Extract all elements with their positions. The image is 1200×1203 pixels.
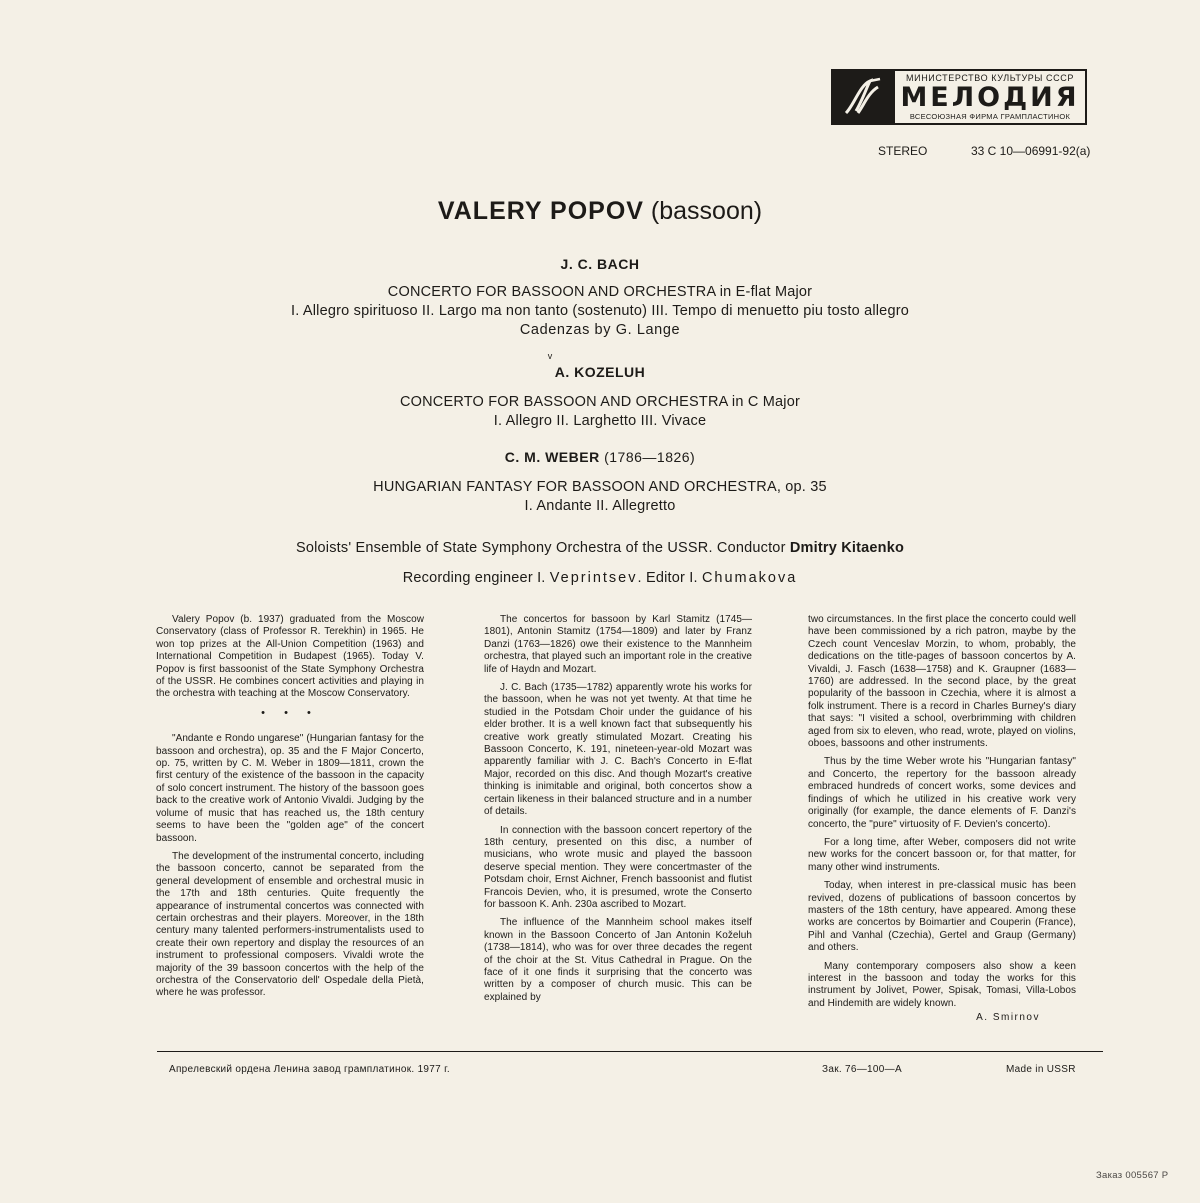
liner-notes-column-1 — [156, 614, 424, 1006]
notes-paragraph: The development of the instrumental concerto, including the bassoon concerto, cannot be separated from the general development of ensemble and orchestral music in the 17th and 18th centuries. Quite frequently the appearance of instrumental concertos was connected with certain orchestras and their players. Moreover, in the 18th century many talented performers-instrumentalists used to create their own repertory and display the resources of an instrument to professional composers. Vivaldi wrote the majority of the 39 bassoon concertos with the help of the orchestra of the Conservatorio dell' Ospedale della Pietà, where he was professor. — [156, 850, 424, 999]
notes-paragraph: The influence of the Mannheim school makes itself known in the Bassoon Concerto of Jan Antonin Koželuh (1738—1814), who was for over three decades the regent of the choir at the St. Vitus Cathedral in Prague. On the face of it one finds it surprising that the concerto was written by a composer of church music. This can be explained by — [484, 917, 752, 1003]
composer-kozeluh: A. KOZELUH — [554, 364, 646, 380]
work-kozeluh-title: CONCERTO FOR BASSOON AND ORCHESTRA in C Major — [399, 394, 801, 410]
notes-paragraph: "Andante e Rondo ungarese" (Hungarian fantasy for the bassoon and orchestra), op. 35 and the F Major Concerto, op. 75, written by C. M. Weber in 1809—1811, crown the first century of the existence of the bassoon in the capacity of solo concert instrument. The history of the bassoon goes back to the creative work of Antonio Vivaldi. Judging by the volume of music that has reached us, the 18th century seems to have been the "golden age" of the concert bassoon. — [156, 733, 424, 844]
stereo-label: STEREO — [878, 144, 928, 158]
notes-paragraph: In connection with the bassoon concert repertory of the 18th century, presented on this disc, a number of musicians, who wrote music and played the bassoon deserve special mention. They were concertmaster of the Potsdam choir, Ernst Aichner, French bassoonist and flutist Francois Devien, who, it is presumed, wrote the Conserto for bassoon K. Anh. 230a ascribed to Mozart. — [484, 824, 752, 910]
editor-label: . Editor I. — [637, 570, 702, 586]
engineer-name: Veprintsev — [549, 570, 638, 586]
notes-paragraph: two circumstances. In the first place the concerto could well have been commissioned by a rich patron, maybe by the Czech count Venceslav Morzin, to whom, probably, the dedications on the title-pages of bassoon concertos by A. Vivaldi, J. Fasch (1638—1758) and K. Graupner (1683—1760) are addressed. In the second place, by the great popularity of the bassoon in Czechia, where it is almost a folk instrument. There is a record in Charles Burney's diary that says: "I visited a school, overbrimming with children aged from six to eleven, who read, wrote, played on violins, oboes, bassoons and other instruments. — [808, 614, 1076, 750]
liner-notes-column-3 — [808, 614, 1076, 1025]
editor-name: Chumakova — [701, 570, 798, 586]
ensemble-credit — [0, 540, 1200, 556]
production-credit — [0, 570, 1200, 586]
performer-instrument: (bassoon) — [650, 197, 763, 225]
composer-kozeluh-hacek: v — [547, 351, 553, 361]
notes-paragraph: For a long time, after Weber, composers did not write new works for the concert bassoon or, for that matter, for many other wind instruments. — [808, 836, 1076, 873]
melodiya-emblem-icon — [833, 71, 895, 123]
conductor-name: Dmitry Kitaenko — [789, 540, 905, 556]
catalog-number: 33 С 10—06991-92(a) — [971, 144, 1091, 158]
logo-brand: МЕЛОДИЯ — [900, 81, 1080, 113]
ensemble-text: Soloists' Ensemble of State Symphony Orchestra of the USSR. Conductor — [295, 540, 790, 556]
notes-paragraph: Valery Popov (b. 1937) graduated from the Moscow Conservatory (class of Professor R. Terekhin) in 1965. He won top prizes at the All-Union Competition (1963) and International Competition in Budapest (1965). Today V. Popov is first bassoonist of the State Symphony Orchestra of the USSR. He combines concert activities and playing in the orchestra with teaching at the Moscow Conservatory. — [156, 614, 424, 700]
work-kozeluh-movements: I. Allegro II. Larghetto III. Vivace — [493, 413, 707, 429]
notes-author: A. Smirnov — [976, 1012, 1040, 1024]
logo-company: ВСЕСОЮЗНАЯ ФИРМА ГРАМПЛАСТИНОК — [909, 111, 1071, 121]
print-order-number: Заказ 005567 Р — [1096, 1170, 1169, 1181]
order-number: Зак. 76—100—А — [822, 1064, 902, 1075]
work-bach-title: CONCERTO FOR BASSOON AND ORCHESTRA in E-flat Major — [387, 284, 813, 300]
engineer-label: Recording engineer I. — [402, 570, 550, 586]
album-title — [0, 195, 1200, 227]
logo-text — [895, 71, 1085, 123]
made-in-label: Made in USSR — [1006, 1064, 1076, 1075]
melodiya-logo — [831, 69, 1087, 125]
work-weber-movements: I. Andante II. Allegretto — [524, 498, 676, 514]
notes-paragraph: Today, when interest in pre-classical music has been revived, dozens of publications of bassoon concertos by masters of the 18th century, have appeared. Among these works are concertos by Boimartier and Couperin (France), Pihl and Vanhal (Czechia), Gertel and Graup (Germany) and others. — [808, 880, 1076, 954]
composer-bach: J. C. BACH — [560, 256, 640, 272]
performer-name: VALERY POPOV — [437, 197, 644, 225]
pressing-plant: Апрелевский ордена Ленина завод грамплатинок. 1977 г. — [169, 1064, 450, 1075]
section-divider: • • • — [261, 706, 319, 719]
composer-weber: C. M. WEBER — [504, 449, 600, 465]
notes-paragraph: Many contemporary composers also show a keen interest in the bassoon and today the works for this instrument by Jolivet, Power, Spisak, Tomasi, Villa-Lobos and Hindemith are widely known. — [808, 960, 1076, 1009]
logo-ministry: МИНИСТЕРСТВО КУЛЬТУРЫ СССР — [906, 72, 1074, 83]
liner-notes-column-2 — [484, 614, 752, 1010]
work-weber-title: HUNGARIAN FANTASY FOR BASSOON AND ORCHESTRA, op. 35 — [373, 479, 827, 495]
footer-divider — [157, 1051, 1103, 1052]
notes-paragraph: Thus by the time Weber wrote his "Hungarian fantasy" and Concerto, the repertory for the bassoon already embraced hundreds of concert works, some devices and findings of which he utilized in his creative work very originally (for example, the dance elements of F. Danzi's concerto, the "pure" virtuosity of F. Devien's concerto). — [808, 756, 1076, 830]
composer-weber-line — [0, 449, 1200, 465]
work-bach-cadenzas: Cadenzas by G. Lange — [519, 322, 681, 338]
notes-paragraph: The concertos for bassoon by Karl Stamitz (1745—1801), Antonin Stamitz (1754—1809) and later by Franz Danzi (1763—1826) owe their existence to the Mannheim orchestra, that played such an important role in the creative life of Haydn and Mozart. — [484, 614, 752, 675]
notes-paragraph: J. C. Bach (1735—1782) apparently wrote his works for the bassoon, when he was not yet twenty. At that time he studied in the Potsdam Choir under the guidance of his elder brother. It is a well known fact that subsequently his creative work greatly stimulated Mozart. Creating his Bassoon Concerto, K. 191, nineteen-year-old Mozart was apparently familiar with J. C. Bach's Concerto in E-flat Major, recorded on this disc. And though Mozart's creative thinking is inimitable and original, both concertos show a certain likeness in their balanced structure and in a number of details. — [484, 682, 752, 818]
composer-weber-years: (1786—1826) — [604, 449, 696, 465]
work-bach-movements: I. Allegro spirituoso II. Largo ma non tanto (sostenuto) III. Tempo di menuetto piu tosto allegro — [291, 303, 909, 319]
